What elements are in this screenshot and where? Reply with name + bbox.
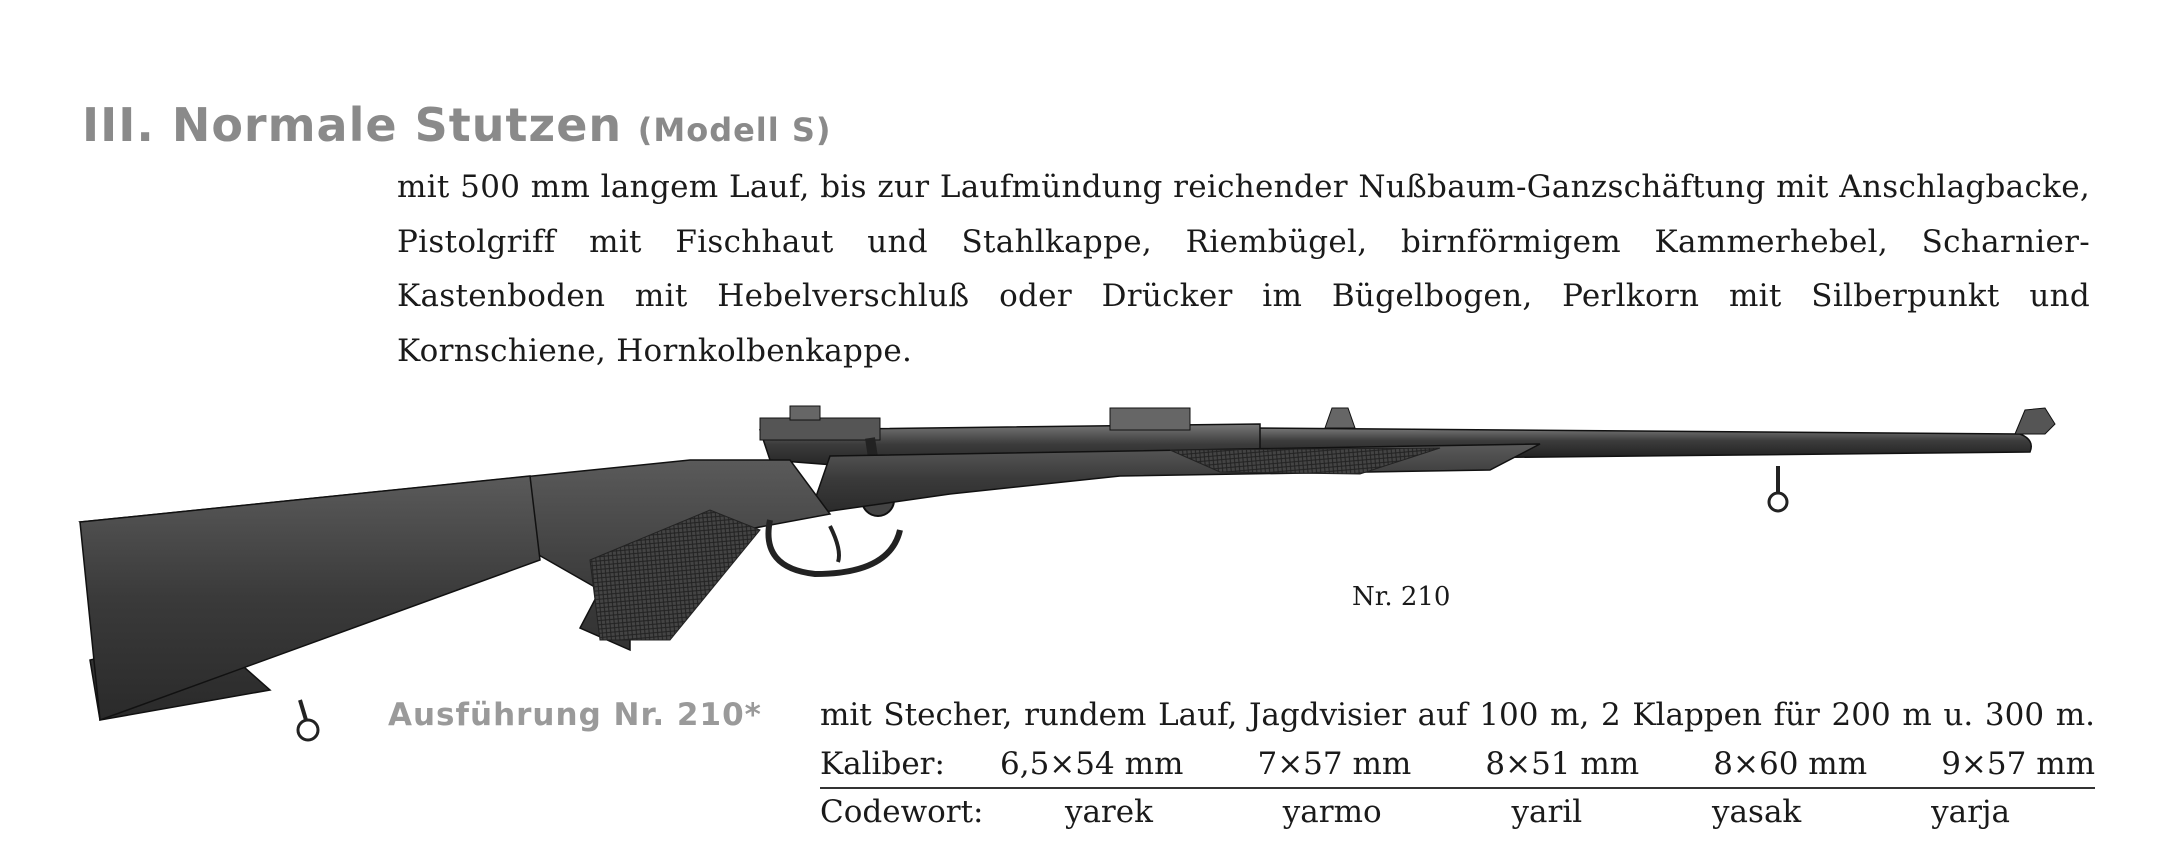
codeword-value: yasak bbox=[1712, 794, 1802, 830]
caliber-value: 6,5×54 mm bbox=[1000, 746, 1184, 782]
rifle-illustration bbox=[70, 390, 2145, 800]
caliber-value: 9×57 mm bbox=[1941, 746, 2095, 782]
variant-description: mit Stecher, rundem Lauf, Jagdvisier auf 100 m, 2 Klappen für 200 m u. 300 m. bbox=[820, 697, 2095, 733]
caliber-label: Kaliber: bbox=[820, 746, 945, 782]
section-subtitle: (Modell S) bbox=[637, 111, 832, 149]
caliber-value: 8×51 mm bbox=[1485, 746, 1640, 782]
codeword-row bbox=[820, 790, 2095, 834]
codeword-value: yarmo bbox=[1282, 794, 1382, 830]
table-divider bbox=[820, 787, 2095, 789]
codeword-label: Codewort: bbox=[820, 794, 984, 830]
codeword-value: yaril bbox=[1511, 794, 1583, 830]
caliber-value: 7×57 mm bbox=[1257, 746, 1412, 782]
caliber-value: 8×60 mm bbox=[1713, 746, 1868, 782]
figure-caption: Nr. 210 bbox=[1352, 582, 1451, 612]
section-heading bbox=[82, 98, 832, 152]
product-description: mit 500 mm langem Lauf, bis zur Laufmündung reichender Nußbaum-Ganzschäftung mit Anschlagbacke, Pistolgriff mit Fischhaut und Stahlkappe, Riembügel, birnförmigem Kammerhebel, Scharnier-Kastenboden mit Hebelverschluß oder Drücker im Bügelbogen, Perlkorn mit Silberpunkt und Kornschiene, Hornkolbenkappe. bbox=[397, 169, 2090, 369]
codeword-value: yarek bbox=[1064, 794, 1153, 830]
section-title: III. Normale Stutzen bbox=[82, 98, 623, 152]
codeword-value: yarja bbox=[1931, 794, 2011, 830]
caliber-row bbox=[820, 742, 2095, 786]
variant-label: Ausführung Nr. 210* bbox=[388, 697, 762, 733]
